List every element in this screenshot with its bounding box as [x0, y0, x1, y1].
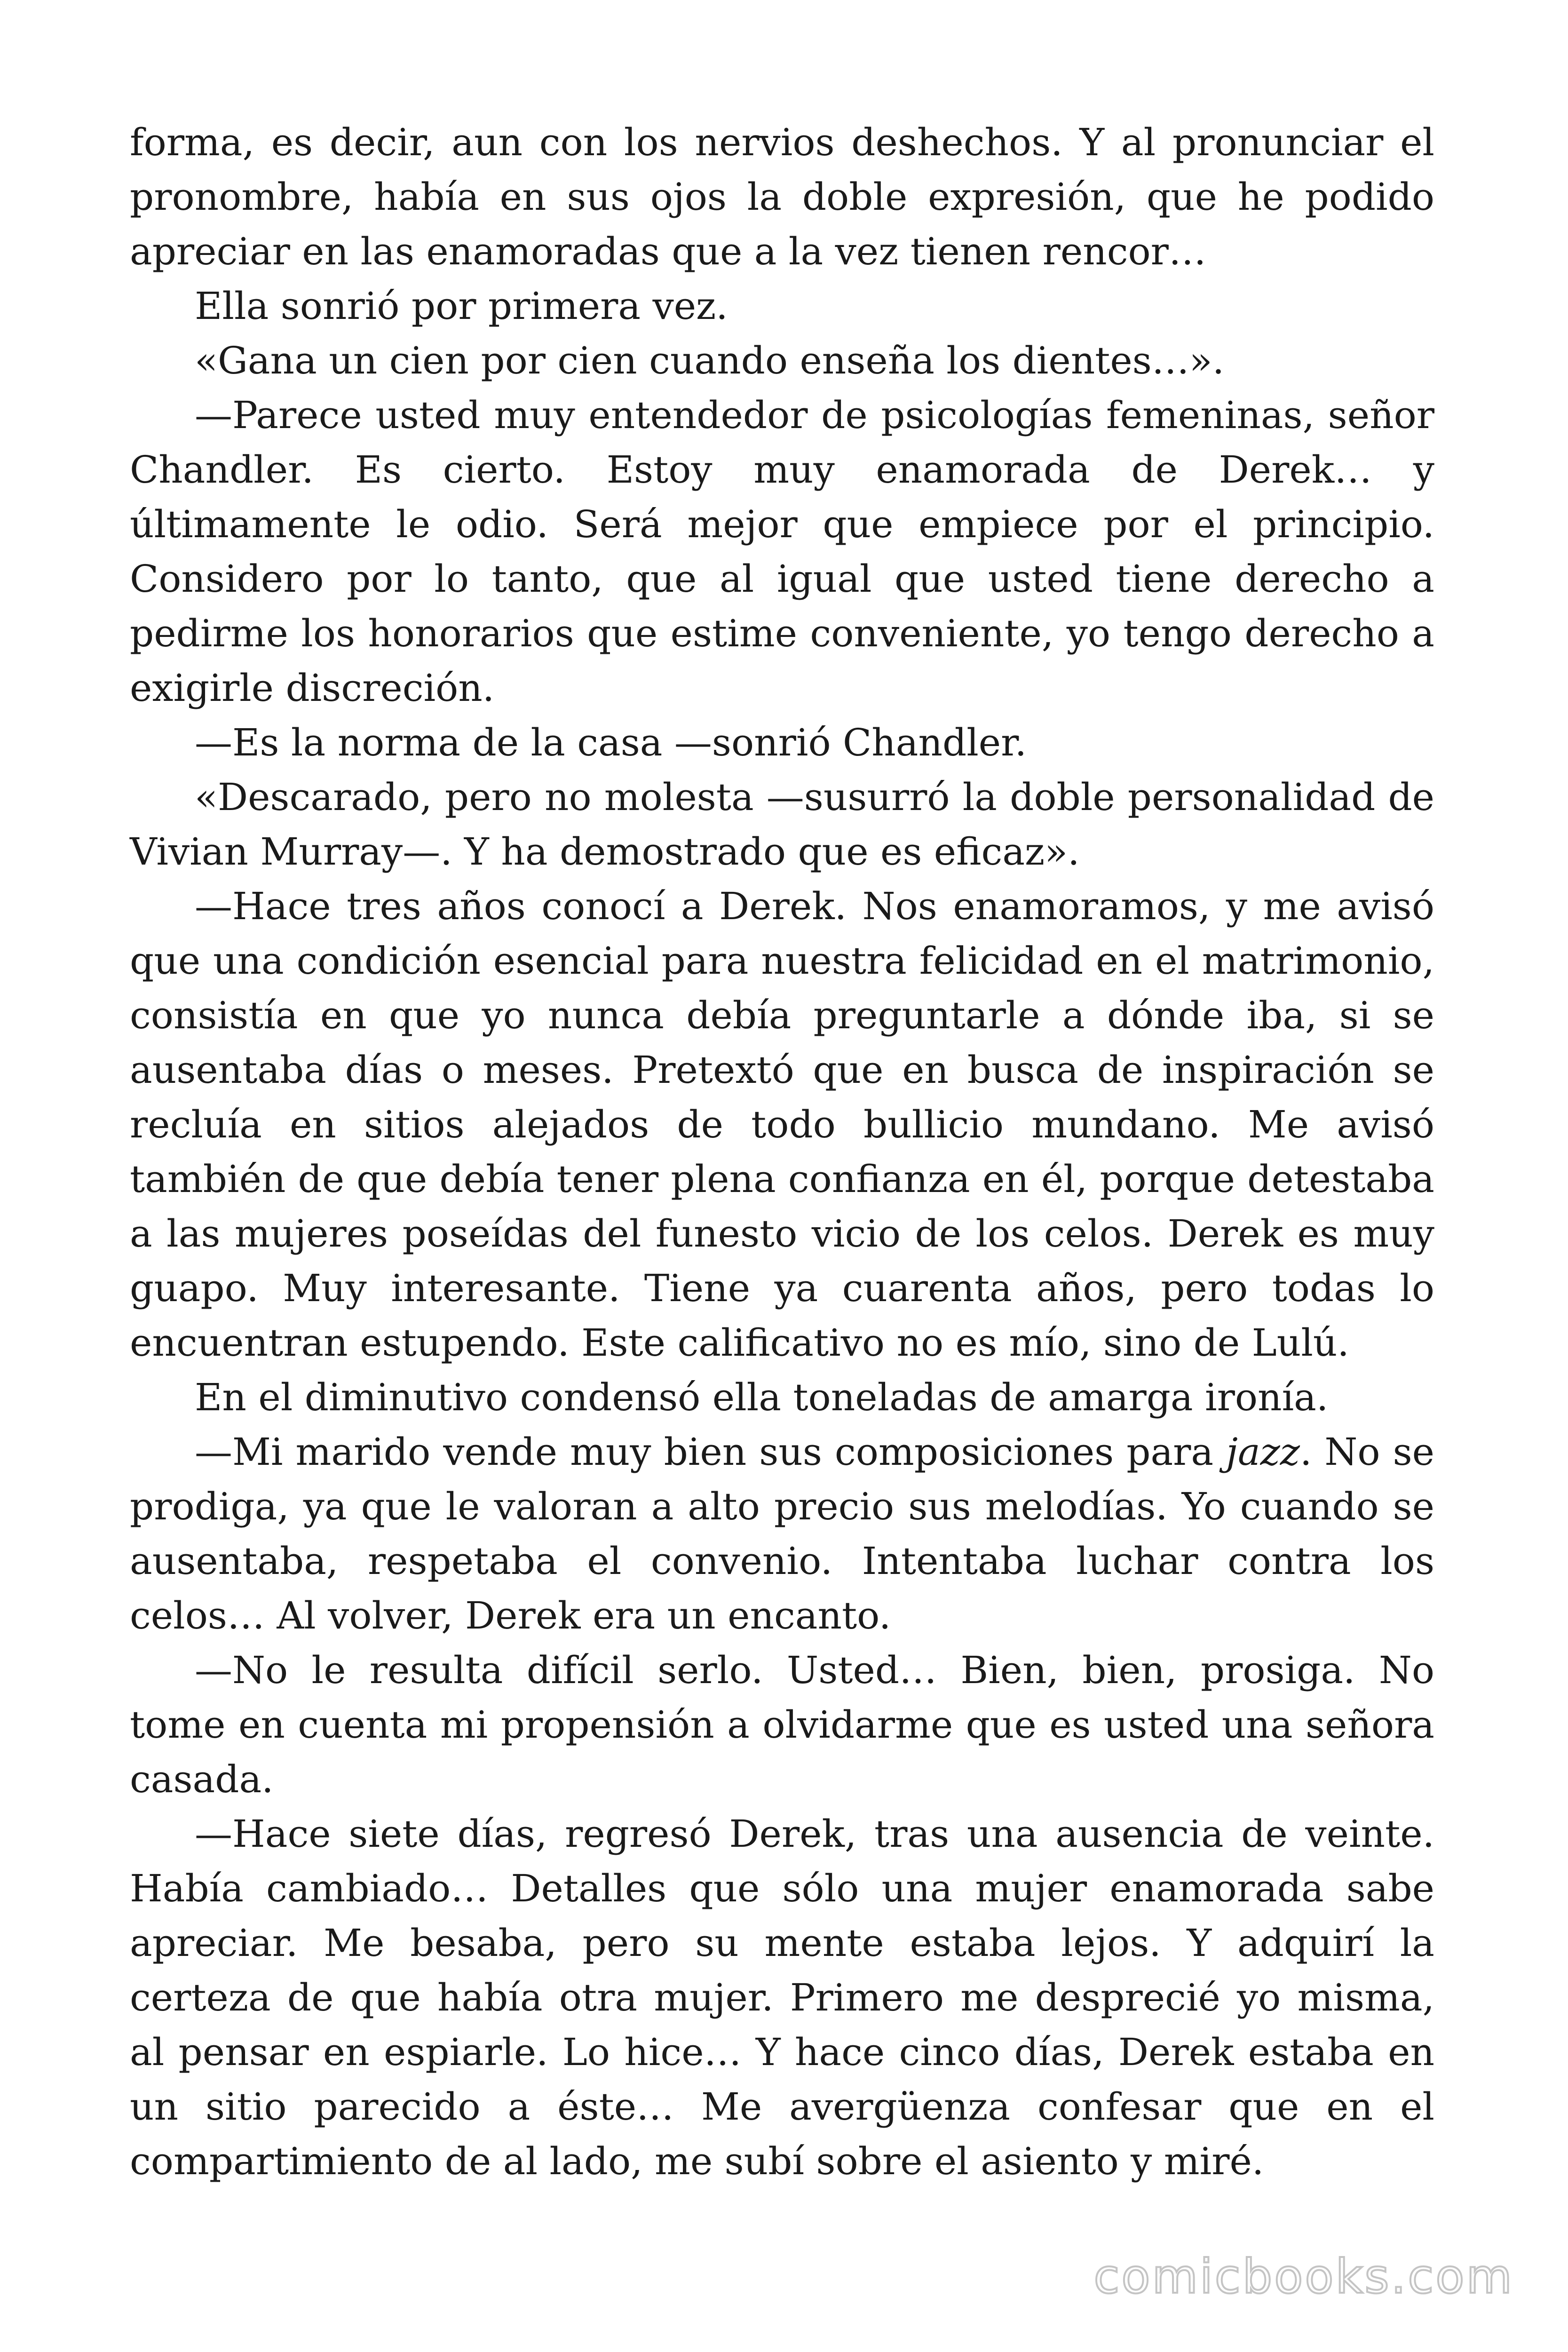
paragraph-10: —No le resulta difícil serlo. Usted… Bien, bien, prosiga. No tome en cuenta mi propensión a olvidarme que es usted una señora casada.: [130, 1648, 1434, 1801]
paragraph-9-start: —Mi marido vende muy bien sus composiciones para: [195, 1430, 1227, 1474]
paragraph-11: —Hace siete días, regresó Derek, tras una ausencia de veinte. Había cambiado… Detalles que sólo una mujer enamorada sabe apreciar. Me besaba, pero su mente estaba lejos. Y adquirí la certeza de que había otra mujer. Primero me desprecié yo misma, al pensar en espiarle. Lo hice… Y hace cinco días, Derek estaba en un sitio parecido a éste… Me avergüenza confesar que en el compartimiento de al lado, me subí sobre el asiento y miré.: [130, 1812, 1434, 2183]
italic-word: jazz: [1226, 1430, 1300, 1474]
paragraph-1: forma, es decir, aun con los nervios deshechos. Y al pronunciar el pronombre, había en sus ojos la doble expresión, que he podido apreciar en las enamoradas que a la vez tienen rencor…: [130, 120, 1434, 273]
paragraph-7: —Hace tres años conocí a Derek. Nos enamoramos, y me avisó que una condición esencial para nuestra felicidad en el matrimonio, consistía en que yo nunca debía preguntarle a dónde iba, si se ausentaba días o meses. Pretextó que en busca de inspiración se recluía en sitios alejados de todo bullicio mundano. Me avisó también de que debía tener plena confianza en él, porque detestaba a las mujeres poseídas del funesto vicio de los celos. Derek es muy guapo. Muy interesante. Tiene ya cuarenta años, pero todas lo encuentran estupendo. Este calificativo no es mío, sino de Lulú.: [130, 884, 1434, 1365]
paragraph-4: —Parece usted muy entendedor de psicologías femeninas, señor Chandler. Es cierto. Estoy muy enamorada de Derek… y últimamente le odio. Será mejor que empiece por el principio. Considero por lo tanto, que al igual que usted tiene derecho a pedirme los honorarios que estime conveniente, yo tengo derecho a exigirle discreción.: [130, 393, 1434, 710]
paragraph-9-end: . No se prodiga, ya que le valoran a alto precio sus melodías. Yo cuando se ausentaba, respetaba el convenio. Intentaba luchar contra los celos… Al volver, Derek era un encanto.: [130, 1430, 1434, 1637]
paragraph-6: «Descarado, pero no molesta —susurró la doble personalidad de Vivian Murray—. Y ha demostrado que es eficaz».: [130, 775, 1434, 874]
paragraph-8: En el diminutivo condensó ella toneladas de amarga ironía.: [195, 1375, 1329, 1419]
watermark: comicbooks.com: [1093, 2249, 1514, 2304]
paragraph-5: —Es la norma de la casa —sonrió Chandler.: [195, 721, 1027, 764]
paragraph-9: [130, 1425, 1434, 1643]
paragraph-3: «Gana un cien por cien cuando enseña los dientes…».: [195, 339, 1225, 382]
body-text: [130, 115, 1434, 2189]
paragraph-2: Ella sonrió por primera vez.: [195, 284, 728, 328]
